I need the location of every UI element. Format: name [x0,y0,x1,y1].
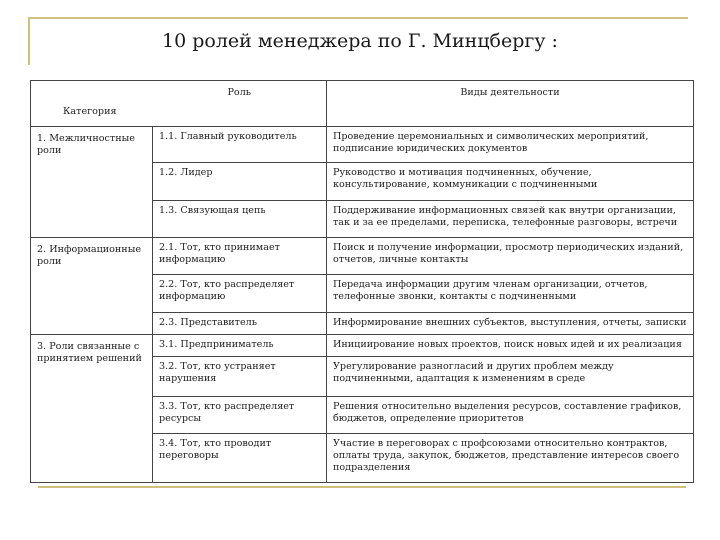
role-cell: 3.3. Тот, кто распределяет ресурсы [153,397,327,434]
role-cell: 3.2. Тот, кто устраняет нарушения [153,357,327,397]
category-cell: 1. Межличностные роли [31,127,153,238]
table-row [31,238,694,275]
role-cell: 2.3. Представитель [153,313,327,335]
header-activities: Виды деятельности [327,81,694,127]
activity-cell: Поиск и получение информации, просмотр периодических изданий, отчетов, личные контакты [327,238,694,275]
roles-table [30,80,694,483]
activity-cell: Инициирование новых проектов, поиск новых идей и их реализация [327,335,694,357]
role-cell: 1.3. Связующая цепь [153,201,327,238]
header-role: Роль [153,81,327,127]
role-cell: 1.1. Главный руководитель [153,127,327,163]
category-cell: 3. Роли связанные с принятием решений [31,335,153,483]
category-cell: 2. Информационные роли [31,238,153,335]
activity-cell: Руководство и мотивация подчиненных, обучение, консультирование, коммуникации с подчиненными [327,163,694,201]
activity-cell: Урегулирование разногласий и других проблем между подчиненными, адаптация к изменениям в среде [327,357,694,397]
activity-cell: Участие в переговорах с профсоюзами относительно контрактов, оплаты труда, закупок, бюджетов, представление интересов своего подразделения [327,434,694,483]
header-row [31,81,694,127]
header-category: Категория [31,81,153,127]
table-row [31,335,694,357]
table-row [31,127,694,163]
activity-cell: Поддерживание информационных связей как внутри организации, так и за ее пределами, переписка, телефонные разговоры, встречи [327,201,694,238]
role-cell: 2.2. Тот, кто распределяет информацию [153,275,327,313]
role-cell: 3.1. Предприниматель [153,335,327,357]
activity-cell: Информирование внешних субъектов, выступления, отчеты, записки [327,313,694,335]
role-cell: 2.1. Тот, кто принимает информацию [153,238,327,275]
bottom-rule [38,486,686,488]
activity-cell: Передача информации другим членам организации, отчетов, телефонные звонки, контакты с подчиненными [327,275,694,313]
activity-cell: Проведение церемониальных и символических мероприятий, подписание юридических документов [327,127,694,163]
role-cell: 3.4. Тот, кто проводит переговоры [153,434,327,483]
role-cell: 1.2. Лидер [153,163,327,201]
page-title: 10 ролей менеджера по Г. Минцбергу : [162,30,558,52]
activity-cell: Решения относительно выделения ресурсов, составление графиков, бюджетов, определение приоритетов [327,397,694,434]
top-rule [28,17,688,19]
